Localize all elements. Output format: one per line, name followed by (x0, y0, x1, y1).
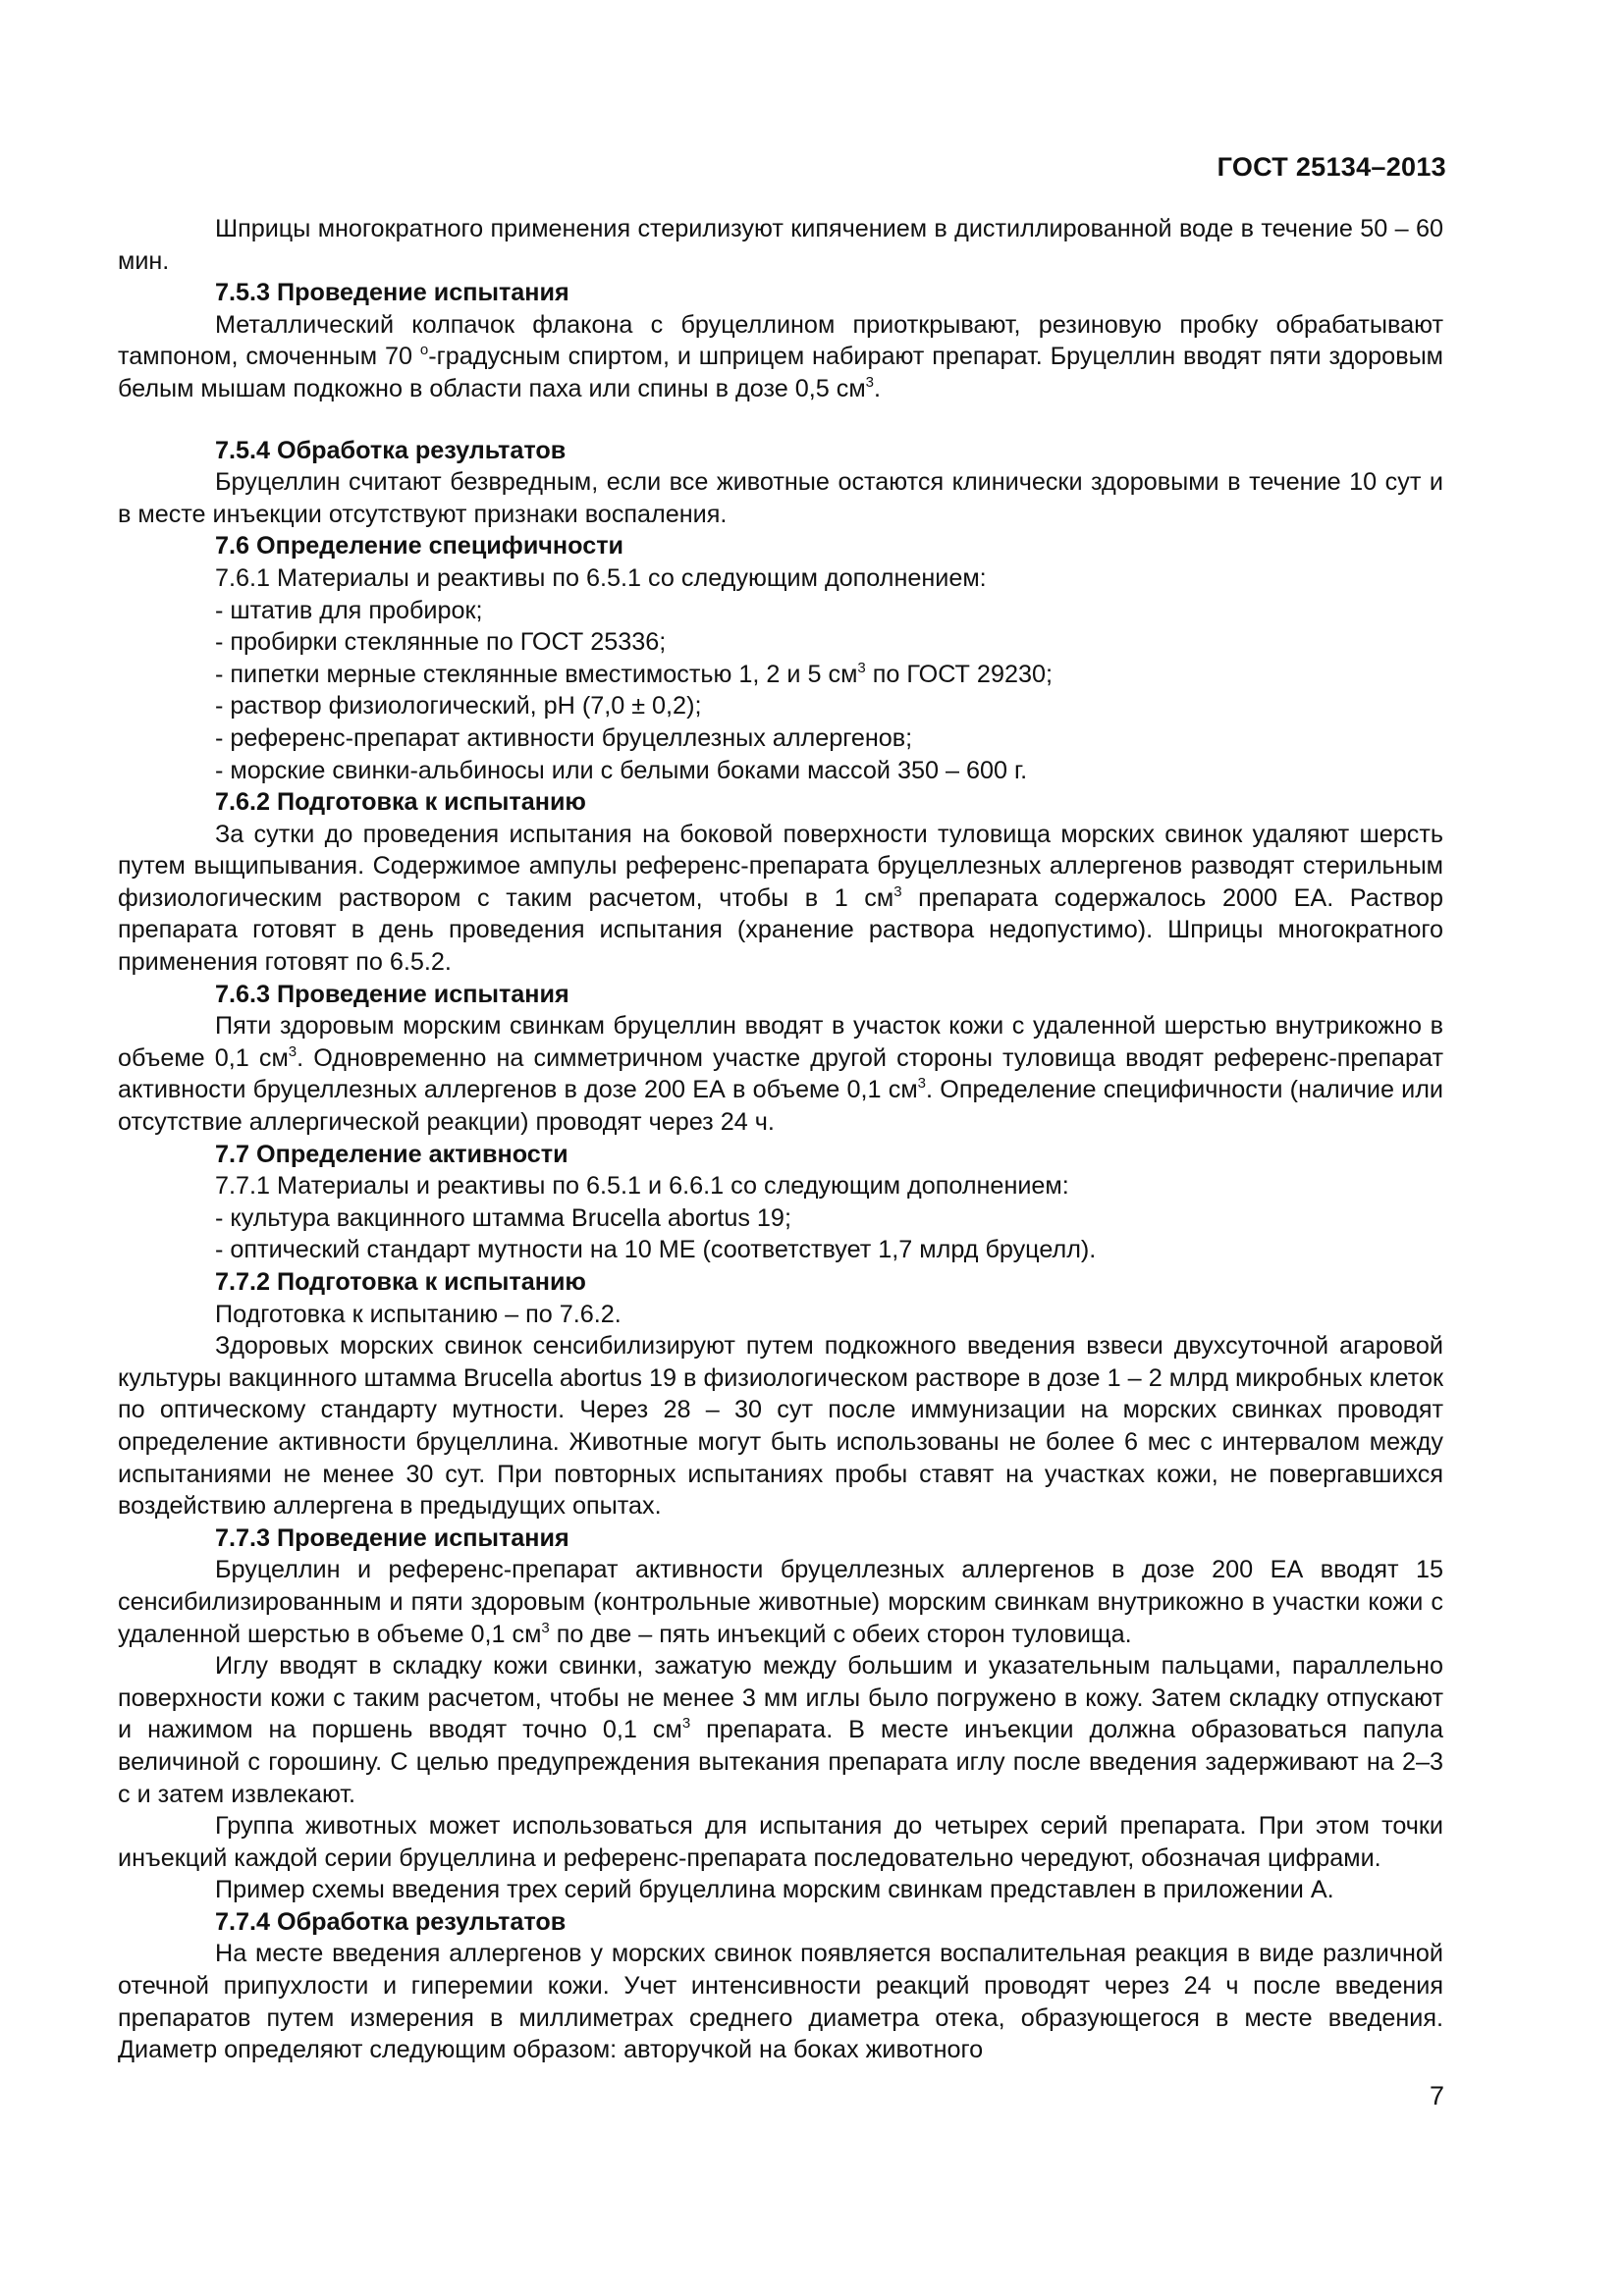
text-run: препарата содержалось 2000 ЕА. Раствор препарата готовят в день проведения испытания (хранение раствора недопустимо). Шприцы многократного применения готовят по 6.5.2. (118, 883, 1443, 977)
paragraph (118, 1554, 1443, 1650)
text-run: по ГОСТ 29230; (865, 660, 1053, 688)
list-item: Пример схемы введения трех серий бруцеллина морским свинкам представлен в приложении А. (215, 1876, 1334, 1904)
section-heading: 7.6.2 Подготовка к испытанию (215, 788, 586, 817)
superscript: 3 (893, 882, 902, 900)
paragraph: Бруцеллин считают безвредным, если все животные остаются клинически здоровыми в течение 10 сут и в месте инъекции отсутствуют признаки воспаления. (118, 468, 1443, 528)
superscript: 3 (857, 659, 866, 676)
section-heading: 7.6 Определение специфичности (215, 532, 624, 561)
section-heading: 7.7 Определение активности (215, 1140, 568, 1168)
list-item: 7.7.1 Материалы и реактивы по 6.5.1 и 6.6.1 со следующим дополнением: (215, 1172, 1069, 1201)
section-heading: 7.5.3 Проведение испытания (215, 279, 569, 307)
paragraph (118, 1650, 1443, 1810)
text-run: Бруцеллин и референс-препарат активности бруцеллезных аллергенов в дозе 200 ЕА вводят 15 сенсибилизированным и пяти здоровым (контрольные животные) морским свинкам внутрикожно в участки кожи с удаленной шерстью в объеме 0,1 см (118, 1556, 1443, 1648)
list-item: - раствор физиологический, рН (7,0 ± 0,2); (215, 692, 702, 721)
text-run: . (874, 374, 881, 402)
text-run: -градусным спиртом, и шприцем набирают препарат. Бруцеллин вводят пяти здоровым белым мышам подкожно в области паха или спины в дозе 0,5 см (118, 343, 1443, 402)
text-run: Металлический колпачок флакона с бруцеллином приоткрывают, резиновую пробку обрабатывают тампоном, смоченным 70 (118, 310, 1443, 371)
superscript: 3 (917, 1075, 927, 1093)
text-run: препарата. В месте инъекции должна образоваться папула величиной с горошину. С целью предупреждения вытекания препарата иглу после введения задерживают на 2–3 с и затем извлекают. (118, 1716, 1443, 1808)
list-item: Подготовка к испытанию – по 7.6.2. (215, 1300, 622, 1328)
section-heading: 7.5.4 Обработка результатов (215, 436, 567, 464)
list-item: - пробирки стеклянные по ГОСТ 25336; (215, 628, 667, 657)
section-heading: 7.7.3 Проведение испытания (215, 1523, 569, 1552)
paragraph: Шприцы многократного применения стерилизуют кипячением в дистиллированной воде в течение 50 – 60 мин. (118, 215, 1443, 275)
superscript: 3 (288, 1042, 298, 1060)
text-run: Пяти здоровым морским свинкам бруцеллин вводят в участок кожи с удаленной шерстью внутрикожно в объеме 0,1 см (118, 1012, 1443, 1072)
text-run: За сутки до проведения испытания на боковой поверхности туловища морских свинок удаляют шерсть путем выщипывания. Содержимое ампулы референс-препарата бруцеллезных аллергенов разводят стерильным физиологическим раствором с таким расчетом, чтобы в 1 см (118, 820, 1443, 912)
list-item: 7.6.1 Материалы и реактивы по 6.5.1 со следующим дополнением: (215, 563, 987, 592)
list-item: - культура вакцинного штамма Brucella abortus 19; (215, 1203, 791, 1232)
list-item: - оптический стандарт мутности на 10 МЕ (соответствует 1,7 млрд бруцелл). (215, 1236, 1097, 1264)
paragraph (118, 309, 1443, 405)
document-header (1217, 152, 1446, 183)
superscript: 3 (681, 1715, 691, 1733)
paragraph (118, 819, 1443, 979)
superscript: 3 (541, 1619, 550, 1636)
paragraph: На месте введения аллергенов у морских свинок появляется воспалительная реакция в виде различной отечной припухлости и гиперемии кожи. Учет интенсивности реакций проводят через 24 ч после введения препаратов путем измерения в миллиметрах среднего диаметра отека, образующегося в месте введения. Диаметр определяют следующим образом: авторучкой на боках животного (118, 1940, 1443, 2064)
text-run: - пипетки мерные стеклянные вместимостью 1, 2 и 5 см (215, 660, 858, 688)
list-item: - морские свинки-альбиносы или с белыми боками массой 350 – 600 г. (215, 756, 1028, 784)
standard-number: ГОСТ 25134–2013 (1217, 152, 1446, 182)
text-run: . Одновременно на симметричном участке другой стороны туловища вводят референс-препарат активности бруцеллезных аллергенов в дозе 200 ЕА в объеме 0,1 см (118, 1043, 1444, 1104)
section-heading: 7.7.4 Обработка результатов (215, 1907, 567, 1936)
paragraph (118, 1010, 1443, 1138)
text-run: Иглу вводят в складку кожи свинки, зажатую между большим и указательным пальцами, параллельно поверхности кожи с таким расчетом, чтобы не менее 3 мм иглы было погружено в кожу. Затем складку отпускают и нажимом на поршень вводят точно 0,1 см (118, 1652, 1443, 1744)
list-item: - референс-препарат активности бруцеллезных аллергенов; (215, 723, 913, 752)
list-item: - штатив для пробирок; (215, 596, 483, 624)
page-number: 7 (1429, 2081, 1444, 2110)
paragraph: Группа животных может использоваться для испытания до четырех серий препарата. При этом точки инъекций каждой серии бруцеллина и референс-препарата последовательно чередуют, обозначая цифрами. (118, 1812, 1443, 1872)
section-heading: 7.6.3 Проведение испытания (215, 980, 569, 1008)
paragraph: Здоровых морских свинок сенсибилизируют путем подкожного введения взвеси двухсуточной агаровой культуры вакцинного штамма Brucella abortus 19 в физиологическом растворе в дозе 1 – 2 млрд микробных клеток по оптическому стандарту мутности. Через 28 – 30 сут после иммунизации на морских свинках проводят определение активности бруцеллина. Животные могут быть использованы не более 6 мес с интервалом между испытаниями не менее 30 сут. При повторных испытаниях пробы ставят на участках кожи, не повергавшихся воздействию аллергена в предыдущих опытах. (118, 1332, 1443, 1521)
section-heading: 7.7.2 Подготовка к испытанию (215, 1268, 586, 1296)
text-run: . Определение специфичности (наличие или отсутствие аллергической реакции) проводят через 24 ч. (118, 1076, 1444, 1137)
superscript: 3 (865, 373, 874, 391)
text-run: по две – пять инъекций с обеих сторон туловища. (549, 1620, 1132, 1648)
superscript: о (419, 342, 429, 359)
document-body (118, 213, 1443, 2066)
list-item (118, 659, 1443, 691)
